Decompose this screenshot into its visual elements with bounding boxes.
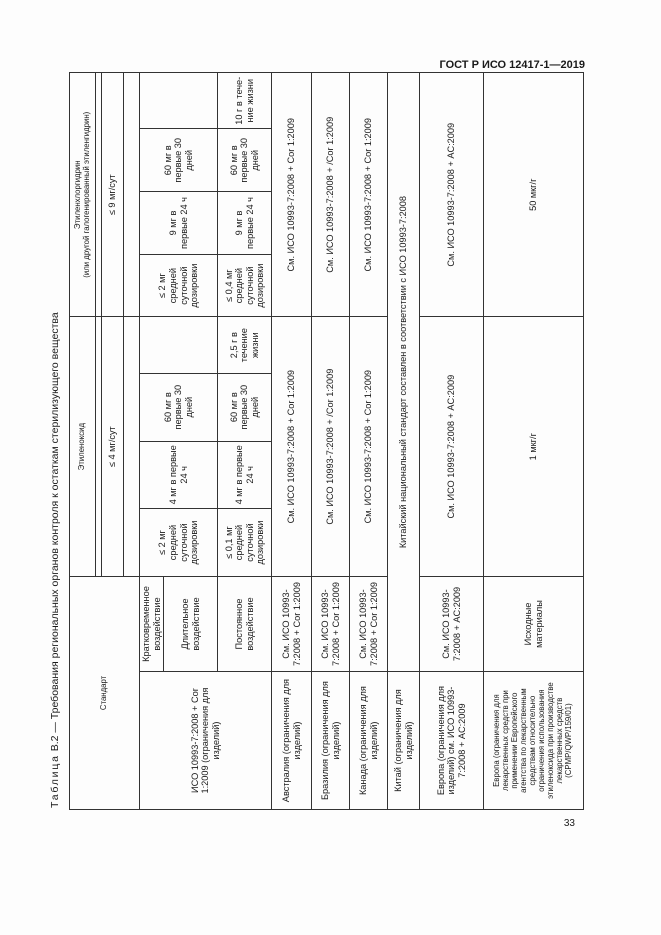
exposure-long: Длительное воздействие — [164, 576, 218, 671]
header-ethylene-chlorohydrin — [70, 73, 96, 317]
spacer-cell — [124, 73, 140, 317]
ech-empty — [140, 73, 218, 130]
spacer-cell — [124, 317, 140, 576]
permanent-eo-life: 2,5 г в течение жизни — [218, 317, 272, 373]
exposure-short: Кратковременное воздействие — [140, 576, 164, 671]
exposure-permanent: Постоянное воздействие — [218, 576, 272, 671]
table-row — [312, 73, 350, 810]
rotated-content — [49, 70, 573, 810]
row-ech: См. ИСО 10993-7:2008 + /Cor 1:2009 — [312, 73, 350, 317]
header-ethylene-oxide: Этиленоксид — [70, 317, 96, 576]
rotated-table-area — [49, 70, 573, 810]
row-standard: См. ИСО 10993-7:2008 + Cor 1:2009 — [350, 576, 388, 671]
row-ech: См. ИСО 10993-7:2008 + Cor 1:2009 — [350, 73, 388, 317]
row-label: Китай (ограничения для изделий) — [388, 672, 420, 810]
row-label: Австралия (ограничения для изделий) — [272, 672, 312, 810]
permanent-eo-24h: 4 мг в первые 24 ч — [218, 441, 272, 509]
eo-limit: ≤ 4 мг/сут — [102, 317, 124, 576]
row-eo: См. ИСО 10993-7:2008 + AC:2009 — [420, 317, 484, 576]
row-label: Европа (ограничения для лекарственных средств при применении Европейского агентства по лекарственным средствам относительно ограничения использования этиленоксида при производстве лекарственных средств (CPMP/QWP/159/01) — [484, 672, 584, 810]
permanent-ech-daily: ≤ 0,4 мг средней суточной дозировки — [218, 254, 272, 317]
header-ech-title: Этиленхлоргидрин — [72, 160, 82, 230]
eo-empty — [140, 317, 218, 373]
eo-30d: 60 мг в первые 30 дней — [140, 373, 218, 441]
table-caption — [49, 68, 69, 810]
permanent-eo-daily: ≤ 0,1 мг средней суточной дозировки — [218, 509, 272, 577]
table-row — [272, 73, 312, 810]
table-row — [420, 73, 484, 810]
eo-24h: 4 мг в первые 24 ч — [140, 441, 218, 509]
row-label: Бразилия (ограничения для изделий) — [312, 672, 350, 810]
permanent-ech-24h: 9 мг в первые 24 ч — [218, 192, 272, 255]
eo-daily: ≤ 2 мг средней суточной дозировки — [140, 509, 218, 577]
row-label: Канада (ограничения для изделий) — [350, 672, 388, 810]
row-ech: См. ИСО 10993-7:2008 + AC:2009 — [420, 73, 484, 317]
row-ech: 50 мкг/г — [484, 73, 584, 317]
row-standard: Исходные материалы — [484, 576, 584, 671]
header-ech-subtitle: (или другой галогенированный этиленгидрин) — [81, 111, 91, 278]
ech-30d: 60 мг в первые 30 дней — [140, 129, 218, 192]
row-standard: См. ИСО 10993-7:2008 + AC:2009 — [420, 576, 484, 671]
row-ech: См. ИСО 10993-7:2008 + Cor 1:2009 — [272, 73, 312, 317]
caption-prefix: Таблица — [49, 754, 61, 808]
row-label: Европа (ограничения для изделий) см. ИСО 10993-7:2008 + AC:2009 — [420, 672, 484, 810]
row-china-text: Китайский национальный стандарт составлен в соответствии с ИСО 10993-7:2008 — [388, 73, 420, 672]
caption-text: В.2 — Требования региональных органов контроля к остаткам стерилизующего вещества — [49, 312, 61, 755]
row-standard: См. ИСО 10993-7:2008 + Cor 1:2009 — [312, 576, 350, 671]
table-row — [350, 73, 388, 810]
row-eo: См. ИСО 10993-7:2008 + /Cor 1:2009 — [312, 317, 350, 576]
row-eo: См. ИСО 10993-7:2008 + Cor 1:2009 — [272, 317, 312, 576]
header-standard: Стандарт — [70, 576, 140, 809]
permanent-eo-30d: 60 мг в первые 30 дней — [218, 373, 272, 441]
table-row — [388, 73, 420, 810]
row-eo: 1 мкг/г — [484, 317, 584, 576]
row-eo: См. ИСО 10993-7:2008 + Cor 1:2009 — [350, 317, 388, 576]
row-standard: См. ИСО 10993-7:2008 + Cor 1:2009 — [272, 576, 312, 671]
ech-limit: ≤ 9 мг/сут — [102, 73, 124, 317]
residue-requirements-table — [69, 72, 584, 810]
document-header: ГОСТ Р ИСО 12417-1—2019 — [439, 59, 585, 71]
iso-standard-label: ИСО 10993-7:2008 + Cor 1:2009 (ограничения для изделий) — [140, 672, 272, 810]
table-row — [484, 73, 584, 810]
permanent-ech-life: 10 г в тече-ние жизни — [218, 73, 272, 130]
ech-24h: 9 мг в первые 24 ч — [140, 192, 218, 255]
permanent-ech-30d: 60 мг в первые 30 дней — [218, 129, 272, 192]
page-number: 33 — [563, 818, 575, 829]
ech-daily: ≤ 2 мг средней суточной дозировки — [140, 254, 218, 317]
